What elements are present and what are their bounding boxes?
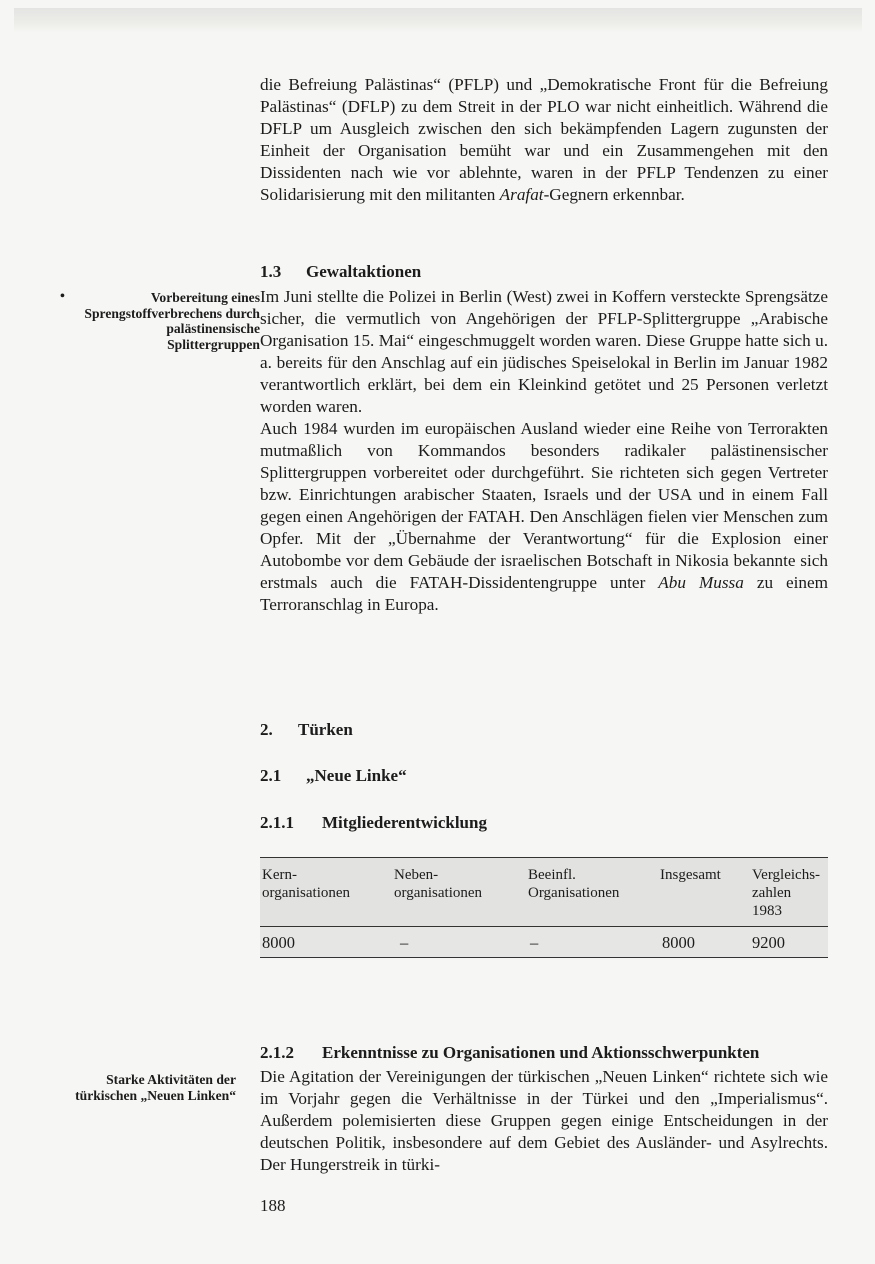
heading-title: Erkenntnisse zu Organisationen und Aktionsschwerpunkten <box>322 1043 760 1062</box>
intro-tail: -Gegnern erkennbar. <box>543 185 685 204</box>
heading-2-1-2 <box>260 1043 759 1063</box>
margin-bullet: • <box>60 289 65 304</box>
intro-paragraph <box>260 74 828 206</box>
col-header-kern: Kern- organisationen <box>260 858 392 927</box>
paragraph-berlin: Im Juni stellte die Polizei in Berlin (West) zwei in Koffern versteckte Sprengsätze sicher, die vermutlich von Angehörigen der PFLP-Splittergruppe „Arabische Organisation 15. Mai“ eingeschmuggelt worden waren. Diese Gruppe hatte sich u. a. bereits für den Anschlag auf ein jüdisches Speiselokal in Berlin im Januar 1982 verantwortlich erklärt, bei dem ein Kleinkind getötet und 25 Personen verletzt worden waren. <box>260 287 828 416</box>
heading-title: „Neue Linke“ <box>306 766 407 785</box>
body-section-1-3 <box>260 286 828 616</box>
heading-2-1 <box>260 766 407 786</box>
heading-title: Türken <box>298 720 353 739</box>
cell-insgesamt: 8000 <box>658 927 750 958</box>
intro-text: die Befreiung Palästinas“ (PFLP) und „Demokratische Front für die Befreiung Palästinas“ (DFLP) zu dem Streit in der PLO war nicht einheitlich. Während die DFLP um Ausgleich zwischen den sich bekämpfenden Lagern zugunsten der Einheit der Organisation bemüht war und ein Zusammengehen mit den Dissidenten nach wie vor ablehnte, waren in der PFLP Tendenzen zu einer Solidarisierung mit den militanten <box>260 75 828 204</box>
para-2-text: Auch 1984 wurden im europäischen Ausland wieder eine Reihe von Terrorakten mutmaßlich von Kommandos besonders radikaler palästinensischer Splittergruppen vorbereitet oder durchgeführt. Sie richteten sich gegen Vertreter bzw. Einrichtungen arabischer Staaten, Israels und der USA und in einem Fall gegen einen Angehörigen der FATAH. Den Anschlägen fielen vier Menschen zum Opfer. Mit der „Übernahme der Verantwortung“ für die Explosion einer Autobombe vor dem Gebäude der israelischen Botschaft in Nikosia bekannte sich erstmals auch die FATAH-Dissidentengruppe unter <box>260 419 828 592</box>
margin-note-turkish-left: Starke Aktivitäten der türkischen „Neuen Linken“ <box>75 1072 236 1103</box>
col-header-insgesamt: Insgesamt <box>658 858 750 927</box>
heading-2 <box>260 720 353 740</box>
body-section-2-1-2 <box>260 1066 828 1176</box>
heading-1-3 <box>260 262 421 282</box>
scan-top-shadow <box>14 8 862 32</box>
cell-vergleich: 9200 <box>750 927 828 958</box>
cell-kern: 8000 <box>260 927 392 958</box>
heading-2-1-1 <box>260 813 487 833</box>
table-header-row <box>260 858 828 927</box>
para-2-tail: zu einem Terroranschlag in Europa. <box>260 573 829 614</box>
heading-number: 1.3 <box>260 262 282 281</box>
para-2-italic: Abu Mussa <box>658 573 744 592</box>
heading-number: 2. <box>260 720 273 739</box>
col-header-beeinfl: Beeinfl. Organisationen <box>526 858 658 927</box>
heading-title: Gewaltaktionen <box>306 262 422 281</box>
heading-number: 2.1.2 <box>260 1043 294 1062</box>
page-number: 188 <box>260 1196 286 1215</box>
margin-note-explosives: Vorbereitung eines Sprengstoffverbrechens durch palästinensische Splittergruppen <box>84 290 260 352</box>
cell-neben: – <box>392 927 526 958</box>
col-header-neben: Neben- organisationen <box>392 858 526 927</box>
paragraph-europe <box>260 418 828 616</box>
paragraph-agitation: Die Agitation der Vereinigungen der türkischen „Neuen Linken“ richtete sich wie im Vorjahr gegen die Verhältnisse in der Türkei und den „Imperialismus“. Außerdem polemisierten diese Gruppen gegen einige Entscheidungen in der deutschen Politik, insbesondere auf dem Gebiet des Ausländer- und Asylrechts. Der Hungerstreik in türki- <box>260 1067 828 1174</box>
col-header-vergleich: Vergleichs- zahlen 1983 <box>750 858 828 927</box>
cell-beeinfl: – <box>526 927 658 958</box>
heading-number: 2.1 <box>260 766 282 785</box>
table-row <box>260 927 828 958</box>
intro-italic: Arafat <box>499 185 544 204</box>
heading-title: Mitgliederentwicklung <box>322 813 487 832</box>
heading-number: 2.1.1 <box>260 813 294 832</box>
membership-table <box>260 857 828 958</box>
